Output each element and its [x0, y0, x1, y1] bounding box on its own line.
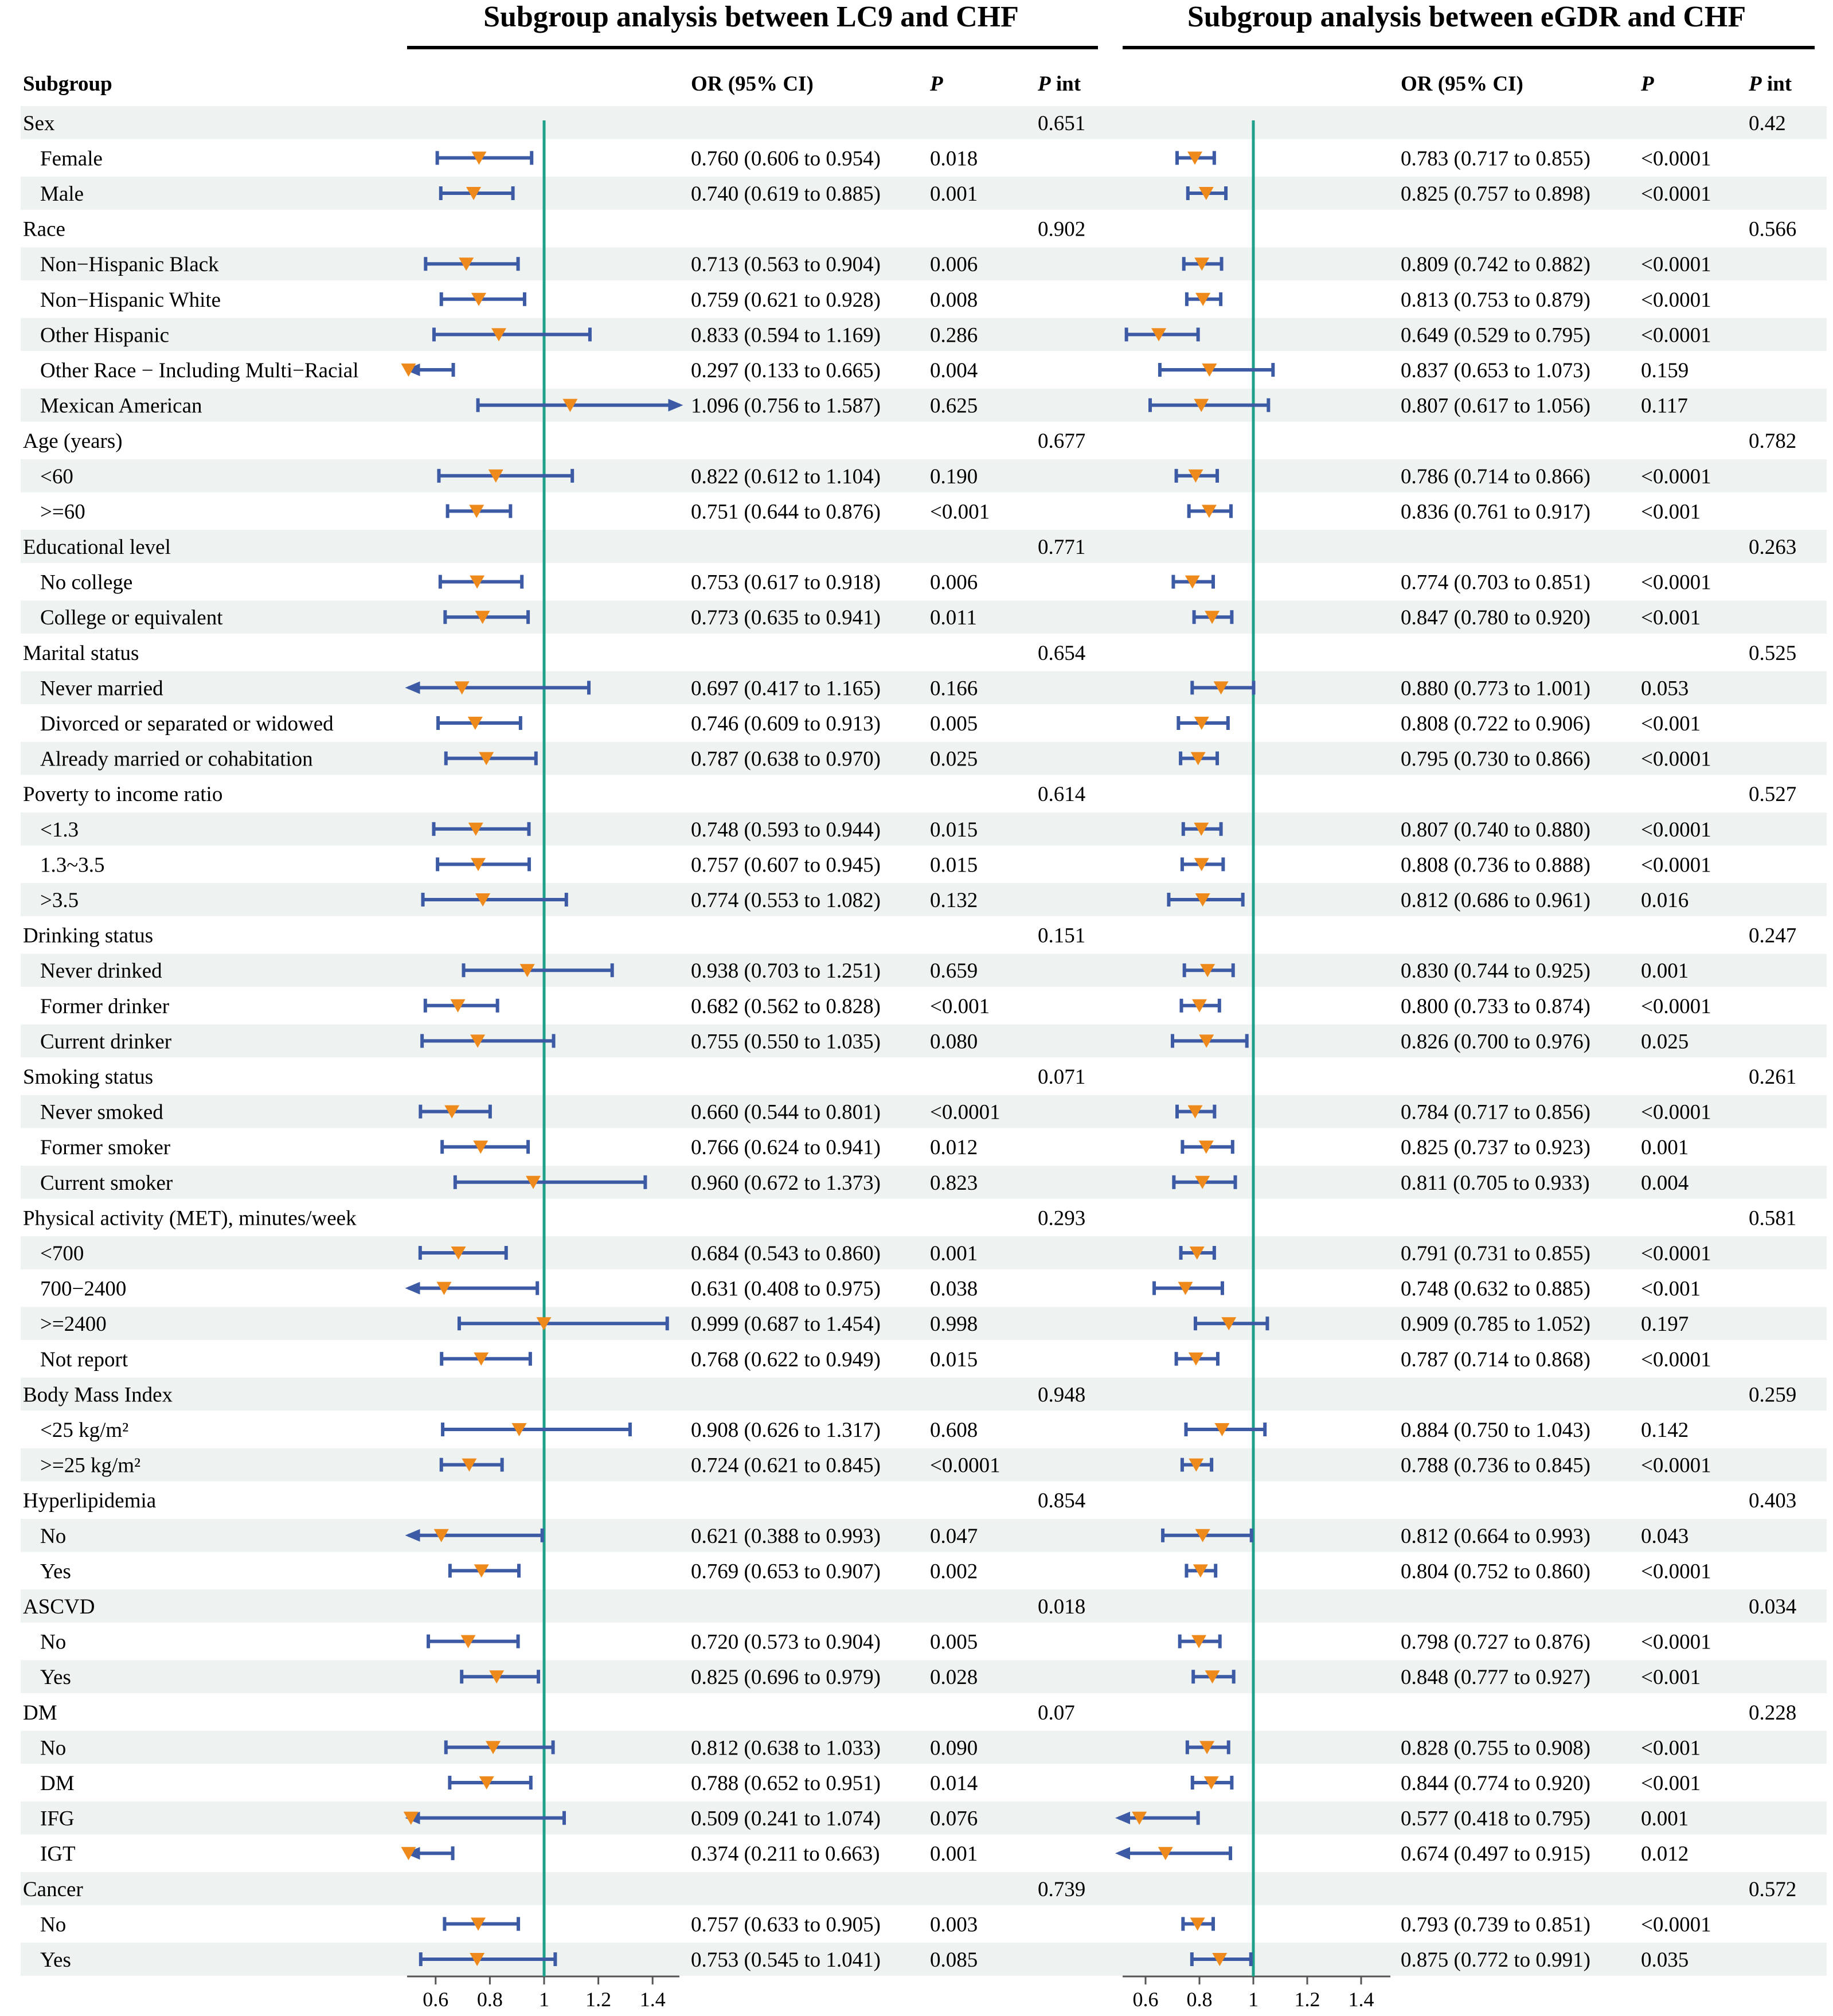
header-pint-rest-egdr: int	[1761, 72, 1792, 96]
p-value-egdr: <0.0001	[1641, 571, 1711, 595]
p-value-lc9: 0.286	[930, 323, 978, 347]
p-value-egdr: <0.0001	[1641, 747, 1711, 771]
group-label: Marital status	[23, 641, 139, 665]
pint-value-lc9: 0.071	[1038, 1065, 1086, 1089]
subgroup-label: Female	[40, 147, 103, 171]
p-value-lc9: 0.015	[930, 818, 978, 842]
or-ci-text-egdr: 0.809 (0.742 to 0.882)	[1401, 253, 1590, 277]
p-value-egdr: <0.0001	[1641, 994, 1711, 1018]
or-ci-text-egdr: 0.793 (0.739 to 0.851)	[1401, 1913, 1590, 1937]
group-label: Physical activity (MET), minutes/week	[23, 1206, 357, 1230]
p-value-lc9: 0.004	[930, 359, 978, 382]
p-value-egdr: 0.197	[1641, 1312, 1689, 1337]
p-value-lc9: 0.659	[930, 959, 978, 983]
or-ci-text-egdr: 0.808 (0.722 to 0.906)	[1401, 712, 1590, 736]
or-ci-text-lc9: 0.773 (0.635 to 0.941)	[691, 606, 881, 630]
or-ci-text-egdr: 0.826 (0.700 to 0.976)	[1401, 1030, 1590, 1054]
pint-value-egdr: 0.566	[1749, 217, 1797, 241]
pint-value-egdr: 0.581	[1749, 1206, 1797, 1230]
or-ci-text-egdr: 0.786 (0.714 to 0.866)	[1401, 464, 1590, 489]
pint-value-lc9: 0.614	[1038, 783, 1086, 807]
pint-value-egdr: 0.525	[1749, 641, 1797, 665]
or-ci-text-lc9: 0.812 (0.638 to 1.033)	[691, 1736, 881, 1760]
pint-value-lc9: 0.948	[1038, 1383, 1086, 1407]
or-ci-text-lc9: 0.774 (0.553 to 1.082)	[691, 889, 881, 912]
or-ci-text-lc9: 0.999 (0.687 to 1.454)	[691, 1312, 881, 1337]
or-ci-text-egdr: 0.812 (0.664 to 0.993)	[1401, 1524, 1590, 1548]
or-ci-text-egdr: 0.825 (0.737 to 0.923)	[1401, 1136, 1590, 1160]
p-value-egdr: <0.001	[1641, 500, 1701, 524]
or-ci-text-lc9: 0.788 (0.652 to 0.951)	[691, 1772, 881, 1795]
p-value-egdr: <0.0001	[1641, 1630, 1711, 1654]
or-ci-text-lc9: 0.631 (0.408 to 0.975)	[691, 1277, 881, 1301]
subgroup-label: Yes	[40, 1948, 71, 1972]
subgroup-label: Other Race − Including Multi−Racial	[40, 359, 359, 382]
pint-value-egdr: 0.259	[1749, 1383, 1797, 1407]
p-value-egdr: <0.0001	[1641, 182, 1711, 206]
p-value-egdr: 0.053	[1641, 677, 1689, 701]
group-label: Educational level	[23, 536, 171, 559]
header-pint-lc9	[1037, 72, 1081, 96]
row-band	[21, 1589, 1827, 1623]
or-ci-text-lc9: 0.748 (0.593 to 0.944)	[691, 818, 881, 842]
p-value-lc9: 0.012	[930, 1136, 978, 1160]
group-label: Age (years)	[23, 429, 123, 454]
p-value-egdr: <0.001	[1641, 1666, 1701, 1690]
p-value-egdr: 0.043	[1641, 1524, 1689, 1548]
header-or-egdr: OR (95% CI)	[1401, 72, 1523, 96]
p-value-egdr: <0.0001	[1641, 288, 1711, 312]
pint-value-lc9: 0.902	[1038, 217, 1086, 241]
or-ci-text-egdr: 0.880 (0.773 to 1.001)	[1401, 677, 1590, 701]
or-ci-text-egdr: 0.748 (0.632 to 0.885)	[1401, 1277, 1590, 1301]
p-value-egdr: 0.001	[1641, 1136, 1689, 1160]
or-ci-text-egdr: 0.830 (0.744 to 0.925)	[1401, 959, 1590, 983]
subgroup-label: Former drinker	[40, 994, 170, 1018]
or-ci-text-lc9: 0.766 (0.624 to 0.941)	[691, 1136, 881, 1160]
or-ci-text-lc9: 0.753 (0.545 to 1.041)	[691, 1948, 881, 1972]
pint-value-egdr: 0.527	[1749, 783, 1797, 807]
or-ci-text-egdr: 0.674 (0.497 to 0.915)	[1401, 1842, 1590, 1866]
or-ci-text-egdr: 0.783 (0.717 to 0.855)	[1401, 147, 1590, 171]
pint-value-egdr: 0.572	[1749, 1877, 1797, 1901]
or-ci-text-lc9: 0.787 (0.638 to 0.970)	[691, 747, 881, 771]
or-ci-text-lc9: 0.660 (0.544 to 0.801)	[691, 1100, 881, 1124]
or-ci-text-lc9: 0.822 (0.612 to 1.104)	[691, 464, 881, 489]
p-value-egdr: 0.117	[1641, 394, 1688, 418]
header-pint-p-egdr: P	[1749, 72, 1762, 96]
p-value-lc9: 0.008	[930, 288, 978, 312]
ci-arrow-left-egdr	[1115, 1847, 1130, 1859]
p-value-egdr: <0.001	[1641, 606, 1701, 630]
p-value-lc9: 0.085	[930, 1948, 978, 1972]
or-ci-text-lc9: 0.759 (0.621 to 0.928)	[691, 288, 881, 312]
or-ci-text-lc9: 0.697 (0.417 to 1.165)	[691, 677, 881, 701]
p-value-lc9: 0.014	[930, 1772, 978, 1795]
p-value-lc9: 0.028	[930, 1666, 978, 1690]
or-ci-text-lc9: 0.684 (0.543 to 0.860)	[691, 1242, 881, 1265]
subgroup-label: College or equivalent	[40, 606, 223, 630]
or-ci-text-lc9: 0.621 (0.388 to 0.993)	[691, 1524, 881, 1548]
p-value-egdr: <0.0001	[1641, 464, 1711, 489]
or-ci-text-lc9: 0.713 (0.563 to 0.904)	[691, 253, 881, 277]
panel-title-lc9: Subgroup analysis between LC9 and CHF	[483, 1, 1019, 33]
or-ci-text-egdr: 0.804 (0.752 to 0.860)	[1401, 1560, 1590, 1584]
p-value-egdr: <0.0001	[1641, 818, 1711, 842]
x-tick-label-lc9: 0.6	[423, 1988, 449, 2011]
p-value-egdr: <0.0001	[1641, 1242, 1711, 1265]
group-label: Hyperlipidemia	[23, 1489, 157, 1513]
p-value-lc9: 0.005	[930, 712, 978, 736]
header-subgroup: Subgroup	[23, 72, 112, 96]
p-value-lc9: 0.003	[930, 1913, 978, 1937]
or-ci-text-lc9: 0.760 (0.606 to 0.954)	[691, 147, 881, 171]
p-value-lc9: 0.038	[930, 1277, 978, 1301]
group-label: DM	[23, 1701, 57, 1725]
or-ci-text-lc9: 0.682 (0.562 to 0.828)	[691, 994, 881, 1018]
p-value-lc9: 0.190	[930, 464, 978, 489]
header-or-lc9: OR (95% CI)	[691, 72, 814, 96]
or-ci-text-lc9: 0.960 (0.672 to 1.373)	[691, 1171, 881, 1195]
p-value-egdr: 0.016	[1641, 889, 1689, 912]
x-tick-label-lc9: 0.8	[476, 1988, 503, 2011]
p-value-egdr: <0.001	[1641, 1277, 1701, 1301]
or-ci-text-egdr: 0.875 (0.772 to 0.991)	[1401, 1948, 1590, 1972]
pint-value-egdr: 0.261	[1749, 1065, 1797, 1089]
p-value-egdr: <0.0001	[1641, 1560, 1711, 1584]
or-ci-text-egdr: 0.649 (0.529 to 0.795)	[1401, 323, 1590, 347]
pint-value-lc9: 0.771	[1038, 536, 1086, 559]
or-ci-text-egdr: 0.811 (0.705 to 0.933)	[1401, 1171, 1590, 1195]
or-ci-text-egdr: 0.847 (0.780 to 0.920)	[1401, 606, 1590, 630]
p-value-egdr: <0.0001	[1641, 853, 1711, 877]
subgroup-label: <1.3	[40, 818, 79, 842]
or-ci-text-lc9: 0.720 (0.573 to 0.904)	[691, 1630, 881, 1654]
pint-value-egdr: 0.782	[1749, 429, 1797, 454]
x-tick-label-egdr: 1	[1248, 1988, 1259, 2011]
group-label: Cancer	[23, 1877, 83, 1901]
or-ci-text-lc9: 0.724 (0.621 to 0.845)	[691, 1454, 881, 1478]
p-value-egdr: 0.035	[1641, 1948, 1689, 1972]
p-value-egdr: <0.0001	[1641, 1100, 1711, 1124]
or-ci-text-egdr: 0.788 (0.736 to 0.845)	[1401, 1454, 1590, 1478]
or-ci-text-lc9: 0.938 (0.703 to 1.251)	[691, 959, 881, 983]
group-label: Drinking status	[23, 924, 154, 948]
p-value-egdr: <0.0001	[1641, 1347, 1711, 1372]
p-value-lc9: <0.0001	[930, 1454, 1000, 1478]
header-pint-p-lc9: P	[1038, 72, 1051, 96]
pint-value-lc9: 0.018	[1038, 1595, 1086, 1619]
p-value-lc9: 0.018	[930, 147, 978, 171]
subgroup-label: DM	[40, 1772, 75, 1795]
group-label: Smoking status	[23, 1065, 154, 1089]
p-value-egdr: 0.142	[1641, 1419, 1689, 1442]
p-value-lc9: 0.001	[930, 182, 978, 206]
or-ci-text-lc9: 0.751 (0.644 to 0.876)	[691, 500, 881, 524]
or-ci-text-lc9: 1.096 (0.756 to 1.587)	[691, 394, 881, 418]
p-value-egdr: <0.0001	[1641, 1913, 1711, 1937]
subgroup-label: IFG	[40, 1807, 75, 1831]
p-value-egdr: <0.0001	[1641, 323, 1711, 347]
p-value-lc9: 0.006	[930, 253, 978, 277]
pint-value-lc9: 0.151	[1038, 924, 1086, 948]
p-value-lc9: 0.625	[930, 394, 978, 418]
subgroup-label: Other Hispanic	[40, 323, 170, 347]
subgroup-label: >=25 kg/m²	[40, 1454, 141, 1478]
group-label: Race	[23, 217, 65, 241]
or-ci-text-egdr: 0.774 (0.703 to 0.851)	[1401, 571, 1590, 595]
subgroup-label: No	[40, 1524, 67, 1548]
or-ci-text-lc9: 0.740 (0.619 to 0.885)	[691, 182, 881, 206]
or-ci-text-lc9: 0.769 (0.653 to 0.907)	[691, 1560, 881, 1584]
subgroup-label: Divorced or separated or widowed	[40, 712, 334, 736]
or-ci-text-lc9: 0.908 (0.626 to 1.317)	[691, 1419, 881, 1442]
or-ci-text-lc9: 0.755 (0.550 to 1.035)	[691, 1030, 881, 1054]
p-value-egdr: 0.001	[1641, 959, 1689, 983]
or-ci-text-egdr: 0.784 (0.717 to 0.856)	[1401, 1100, 1590, 1124]
p-value-egdr: <0.001	[1641, 1772, 1701, 1795]
p-value-lc9: 0.823	[930, 1171, 978, 1195]
group-label: Sex	[23, 111, 55, 135]
subgroup-label: Never drinked	[40, 959, 162, 983]
subgroup-label: Male	[40, 182, 84, 206]
subgroup-label: No	[40, 1736, 67, 1760]
subgroup-label: Yes	[40, 1560, 71, 1584]
subgroup-label: Former smoker	[40, 1136, 171, 1160]
subgroup-label: 1.3~3.5	[40, 853, 105, 877]
pint-value-lc9: 0.07	[1038, 1701, 1075, 1725]
subgroup-label: Not report	[40, 1347, 128, 1372]
row-band	[21, 1378, 1827, 1411]
or-ci-text-lc9: 0.757 (0.633 to 0.905)	[691, 1913, 881, 1937]
or-ci-text-lc9: 0.374 (0.211 to 0.663)	[691, 1842, 880, 1866]
pint-value-egdr: 0.228	[1749, 1701, 1797, 1725]
group-label: ASCVD	[23, 1595, 95, 1619]
header-pint-rest-lc9: int	[1050, 72, 1081, 96]
p-value-lc9: 0.005	[930, 1630, 978, 1654]
pint-value-lc9: 0.651	[1038, 111, 1086, 135]
panel-title-egdr: Subgroup analysis between eGDR and CHF	[1187, 1, 1746, 33]
subgroup-label: No	[40, 1630, 67, 1654]
or-ci-text-lc9: 0.825 (0.696 to 0.979)	[691, 1666, 881, 1690]
header-p-egdr: P	[1641, 72, 1654, 96]
or-ci-text-egdr: 0.837 (0.653 to 1.073)	[1401, 359, 1590, 382]
subgroup-label: Current drinker	[40, 1030, 172, 1054]
or-ci-text-egdr: 0.848 (0.777 to 0.927)	[1401, 1666, 1590, 1690]
x-tick-label-egdr: 1.2	[1294, 1988, 1320, 2011]
p-value-lc9: 0.001	[930, 1242, 978, 1265]
or-ci-text-egdr: 0.800 (0.733 to 0.874)	[1401, 994, 1590, 1018]
pint-value-egdr: 0.263	[1749, 536, 1797, 559]
group-label: Body Mass Index	[23, 1383, 173, 1407]
p-value-lc9: 0.047	[930, 1524, 978, 1548]
subgroup-label: >=60	[40, 500, 85, 524]
subgroup-label: Yes	[40, 1666, 71, 1690]
or-ci-text-egdr: 0.807 (0.617 to 1.056)	[1401, 394, 1590, 418]
pint-value-lc9: 0.677	[1038, 429, 1086, 454]
or-ci-text-lc9: 0.757 (0.607 to 0.945)	[691, 853, 881, 877]
group-label: Poverty to income ratio	[23, 783, 223, 807]
pint-value-lc9: 0.293	[1038, 1206, 1086, 1230]
subgroup-label: No college	[40, 571, 133, 595]
p-value-egdr: 0.159	[1641, 359, 1689, 382]
p-value-egdr: <0.001	[1641, 712, 1701, 736]
subgroup-label: IGT	[40, 1842, 76, 1866]
or-ci-text-egdr: 0.807 (0.740 to 0.880)	[1401, 818, 1590, 842]
p-value-lc9: 0.132	[930, 889, 978, 912]
p-value-lc9: 0.998	[930, 1312, 978, 1337]
subgroup-label: Non−Hispanic Black	[40, 253, 219, 277]
or-ci-text-egdr: 0.813 (0.753 to 0.879)	[1401, 288, 1590, 312]
p-value-lc9: 0.080	[930, 1030, 978, 1054]
subgroup-label: No	[40, 1913, 67, 1937]
p-value-lc9: 0.076	[930, 1807, 978, 1831]
or-ci-text-egdr: 0.808 (0.736 to 0.888)	[1401, 853, 1590, 877]
p-value-egdr: <0.0001	[1641, 253, 1711, 277]
subgroup-label: >3.5	[40, 889, 79, 912]
or-ci-text-egdr: 0.828 (0.755 to 0.908)	[1401, 1736, 1590, 1760]
row-band	[21, 106, 1827, 139]
or-ci-text-egdr: 0.812 (0.686 to 0.961)	[1401, 889, 1590, 912]
p-value-lc9: <0.001	[930, 500, 990, 524]
subgroup-label: Mexican American	[40, 394, 202, 418]
subgroup-label: <25 kg/m²	[40, 1419, 129, 1442]
subgroup-label: Never married	[40, 677, 163, 701]
x-tick-label-egdr: 0.6	[1132, 1988, 1159, 2011]
p-value-egdr: 0.004	[1641, 1171, 1689, 1195]
or-ci-text-egdr: 0.884 (0.750 to 1.043)	[1401, 1419, 1590, 1442]
or-ci-text-lc9: 0.753 (0.617 to 0.918)	[691, 571, 881, 595]
p-value-lc9: 0.011	[930, 606, 977, 630]
p-value-lc9: 0.608	[930, 1419, 978, 1442]
x-tick-label-lc9: 1.4	[639, 1988, 666, 2011]
p-value-egdr: <0.0001	[1641, 1454, 1711, 1478]
x-tick-label-lc9: 1	[539, 1988, 549, 2011]
subgroup-label: Never smoked	[40, 1100, 163, 1124]
or-ci-text-egdr: 0.787 (0.714 to 0.868)	[1401, 1347, 1590, 1372]
or-ci-text-egdr: 0.798 (0.727 to 0.876)	[1401, 1630, 1590, 1654]
subgroup-label: >=2400	[40, 1312, 107, 1337]
x-tick-label-egdr: 1.4	[1348, 1988, 1374, 2011]
or-ci-text-egdr: 0.909 (0.785 to 1.052)	[1401, 1312, 1590, 1337]
pint-value-egdr: 0.403	[1749, 1489, 1797, 1513]
or-ci-text-lc9: 0.768 (0.622 to 0.949)	[691, 1347, 881, 1372]
or-ci-text-egdr: 0.844 (0.774 to 0.920)	[1401, 1772, 1590, 1795]
or-ci-text-egdr: 0.836 (0.761 to 0.917)	[1401, 500, 1590, 524]
p-value-lc9: <0.001	[930, 994, 990, 1018]
p-value-lc9: 0.006	[930, 571, 978, 595]
p-value-egdr: <0.001	[1641, 1736, 1701, 1760]
p-value-lc9: 0.015	[930, 853, 978, 877]
p-value-egdr: <0.0001	[1641, 147, 1711, 171]
pint-value-lc9: 0.654	[1038, 641, 1086, 665]
or-ci-text-lc9: 0.833 (0.594 to 1.169)	[691, 323, 881, 347]
header-pint-egdr	[1748, 72, 1792, 96]
p-value-lc9: 0.001	[930, 1842, 978, 1866]
pint-value-egdr: 0.034	[1749, 1595, 1797, 1619]
p-value-lc9: 0.015	[930, 1347, 978, 1372]
or-ci-text-lc9: 0.509 (0.241 to 1.074)	[691, 1807, 881, 1831]
x-tick-label-lc9: 1.2	[585, 1988, 612, 2011]
subgroup-label: Non−Hispanic White	[40, 288, 221, 312]
subgroup-label: <700	[40, 1242, 84, 1265]
subgroup-label: Already married or cohabitation	[40, 747, 313, 771]
p-value-lc9: 0.002	[930, 1560, 978, 1584]
or-ci-text-lc9: 0.297 (0.133 to 0.665)	[691, 359, 881, 382]
p-value-lc9: 0.090	[930, 1736, 978, 1760]
or-ci-text-egdr: 0.795 (0.730 to 0.866)	[1401, 747, 1590, 771]
p-value-egdr: 0.001	[1641, 1807, 1689, 1831]
pint-value-egdr: 0.42	[1749, 111, 1786, 135]
p-value-lc9: 0.025	[930, 747, 978, 771]
pint-value-lc9: 0.854	[1038, 1489, 1086, 1513]
forest-marks	[401, 151, 1273, 1966]
subgroup-label: Current smoker	[40, 1171, 173, 1195]
pint-value-lc9: 0.739	[1038, 1877, 1086, 1901]
pint-value-egdr: 0.247	[1749, 924, 1797, 948]
p-value-lc9: <0.0001	[930, 1100, 1000, 1124]
subgroup-label: 700−2400	[40, 1277, 127, 1301]
row-band	[21, 530, 1827, 563]
row-band	[21, 1872, 1827, 1905]
p-value-egdr: 0.025	[1641, 1030, 1689, 1054]
or-ci-text-egdr: 0.577 (0.418 to 0.795)	[1401, 1807, 1590, 1831]
p-value-lc9: 0.166	[930, 677, 978, 701]
ci-arrow-left-lc9	[405, 1282, 420, 1295]
p-value-egdr: 0.012	[1641, 1842, 1689, 1866]
or-ci-text-egdr: 0.791 (0.731 to 0.855)	[1401, 1242, 1590, 1265]
subgroup-label: <60	[40, 464, 73, 489]
or-ci-text-egdr: 0.825 (0.757 to 0.898)	[1401, 182, 1590, 206]
or-ci-text-lc9: 0.746 (0.609 to 0.913)	[691, 712, 881, 736]
x-tick-label-egdr: 0.8	[1186, 1988, 1213, 2011]
header-p-lc9: P	[930, 72, 943, 96]
